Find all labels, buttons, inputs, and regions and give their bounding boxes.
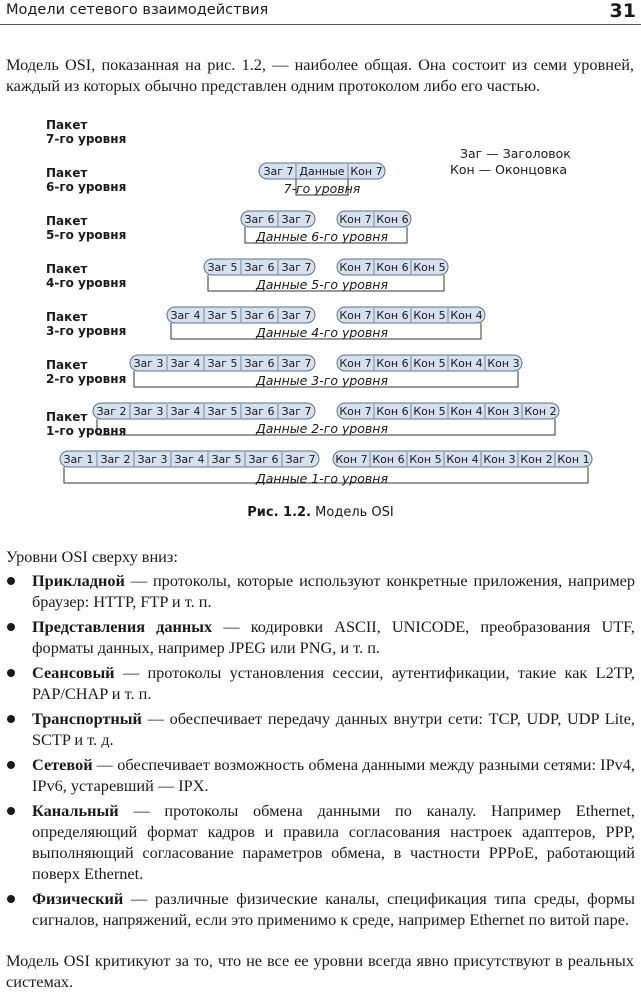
osi-diagram: [0, 118, 641, 500]
header-cell: Заг 7: [281, 357, 312, 370]
trailer-cell: Кон 5: [413, 309, 446, 322]
header-cell: Заг 4: [174, 453, 205, 466]
data-label: Данные 2-го уровня: [256, 421, 388, 436]
trailer-cell: Кон 4: [446, 453, 479, 466]
bullet-icon: [7, 895, 15, 903]
level-label: Пакет: [46, 166, 88, 180]
level-label: 1-го уровня: [46, 424, 127, 438]
trailer-cell: Кон 5: [413, 405, 446, 418]
trailer-cell: Кон 2: [520, 453, 553, 466]
header-cell: Заг 5: [207, 405, 238, 418]
header-cell: Заг 3: [133, 405, 164, 418]
list-item-text: — обеспечивает возможность обмена данными между разными сетями: IPv4, IPv6, устаревший — IPX.: [32, 755, 635, 795]
page-number: 31: [609, 0, 636, 22]
caption-number: Рис. 1.2.: [247, 505, 312, 520]
level-label: Пакет: [46, 310, 88, 324]
list-item-term: Прикладной: [32, 571, 125, 590]
trailer-cell: Кон 1: [557, 453, 590, 466]
list-item-term: Транспортный: [32, 709, 142, 728]
list-item-term: Представления данных: [32, 617, 213, 636]
trailer-cell: Кон 6: [376, 213, 409, 226]
list-item: [0, 662, 641, 704]
header-cell: Заг 2: [96, 405, 127, 418]
list-item-text: — различные физические каналы, спецификация типа среды, формы сигналов, напряжений, если это применимо к среде, например Ethernet по витой паре.: [32, 889, 635, 929]
header-cell: Заг 5: [207, 309, 238, 322]
level-label: Пакет: [46, 118, 88, 132]
header-cell: Заг 6: [244, 261, 275, 274]
list-heading: Уровни OSI сверху вниз:: [6, 547, 178, 566]
header-cell: Заг 5: [211, 453, 242, 466]
trailer-cell: Кон 7: [339, 213, 372, 226]
bullet-icon: [7, 669, 15, 677]
header-cell: Заг 3: [133, 357, 164, 370]
trailer-cell: Кон 6: [372, 453, 405, 466]
header-cell: Заг 6: [244, 309, 275, 322]
header-cell: Заг 5: [207, 357, 238, 370]
trailer-cell: Кон 6: [376, 261, 409, 274]
caption-text: Модель OSI: [311, 505, 394, 520]
trailer-cell: Кон 5: [413, 261, 446, 274]
list-item: [0, 888, 641, 930]
trailer-cell: Кон 3: [487, 405, 520, 418]
header-rule: [0, 24, 641, 25]
trailer-cell: Кон 7: [335, 453, 368, 466]
header-cell: Заг 6: [244, 405, 275, 418]
payload-cell: Данные: [299, 165, 345, 178]
level-label: 7-го уровня: [46, 132, 127, 146]
trailer-cell: Кон 3: [483, 453, 516, 466]
list-item: [0, 754, 641, 796]
header-cell: Заг 6: [244, 357, 275, 370]
list-item-text: — обеспечивает передачу данных внутри сети: TCP, UDP, UDP Lite, SCTP и т. д.: [32, 709, 635, 749]
level-label: 4-го уровня: [46, 276, 127, 290]
list-item-term: Сетевой: [32, 755, 93, 774]
header-cell: Заг 7: [281, 213, 312, 226]
list-item-text: — протоколы, которые используют конкретные приложения, например браузер: HTTP, FTP и т. п.: [32, 571, 635, 611]
trailer-cell: Кон 6: [376, 357, 409, 370]
osi-levels-list: [0, 570, 641, 934]
list-item: [0, 570, 641, 612]
trailer-cell: Кон 7: [339, 261, 372, 274]
trailer-cell: Кон 3: [487, 357, 520, 370]
level-label: 3-го уровня: [46, 324, 127, 338]
trailer-cell: Кон 6: [376, 405, 409, 418]
trailer-cell: Кон 2: [524, 405, 557, 418]
list-item: [0, 708, 641, 750]
header-cell: Заг 2: [100, 453, 131, 466]
level-label: 5-го уровня: [46, 228, 127, 242]
bullet-icon: [7, 807, 15, 815]
closing-paragraph: Модель OSI критикуют за то, что не все ее уровни всегда явно присутствуют в реальных системах.: [6, 951, 634, 991]
data-label: Данные 6-го уровня: [256, 229, 388, 244]
header-cell: Заг 4: [170, 405, 201, 418]
trailer-cell: Кон 4: [450, 309, 483, 322]
data-label: Данные 3-го уровня: [256, 373, 388, 388]
data-label: Данные 4-го уровня: [256, 325, 388, 340]
bullet-icon: [7, 577, 15, 585]
header-cell: Заг 6: [244, 213, 275, 226]
level-label: Пакет: [46, 262, 88, 276]
header-cell: Заг 7: [281, 405, 312, 418]
list-item-text: — протоколы обмена данными по каналу. Например Ethernet, определяющий формат кадров и правила согласования настроек адаптеров, PPP, выполняющий согласование параметров обмена, в частности PPPoE, работающий поверх Ethernet.: [32, 801, 635, 883]
list-item-term: Канальный: [32, 801, 119, 820]
level-label: 6-го уровня: [46, 180, 127, 194]
trailer-cell: Кон 4: [450, 405, 483, 418]
header-cell: Заг 7: [285, 453, 316, 466]
header-cell: Заг 5: [207, 261, 238, 274]
header-cell: Заг 7: [281, 261, 312, 274]
header-cell: Заг 1: [63, 453, 94, 466]
bullet-icon: [7, 761, 15, 769]
level-label: Пакет: [46, 214, 88, 228]
trailer-cell: Кон 7: [339, 405, 372, 418]
header-cell: Заг 3: [137, 453, 168, 466]
legend-trailer: Кон — Оконцовка: [450, 162, 568, 177]
level-label: 2-го уровня: [46, 372, 127, 386]
list-item-term: Физический: [32, 889, 124, 908]
data-label: Данные 5-го уровня: [256, 277, 388, 292]
trailer-cell: Кон 7: [350, 165, 383, 178]
header-cell: Заг 6: [248, 453, 279, 466]
header-cell: Заг 7: [263, 165, 294, 178]
bullet-icon: [7, 623, 15, 631]
trailer-cell: Кон 5: [413, 357, 446, 370]
trailer-cell: Кон 5: [409, 453, 442, 466]
chapter-title: Модели сетевого взаимодействия: [6, 2, 269, 18]
trailer-cell: Кон 7: [339, 357, 372, 370]
running-header: [6, 0, 636, 24]
header-cell: Заг 4: [170, 309, 201, 322]
list-item-term: Сеансовый: [32, 663, 115, 682]
intro-paragraph: Модель OSI, показанная на рис. 1.2, — наиболее общая. Она состоит из семи уровней, каждый из которых обычно представлен одним протоколом либо его частью.: [6, 55, 634, 95]
legend-header: Заг — Заголовок: [460, 146, 571, 161]
trailer-cell: Кон 7: [339, 309, 372, 322]
data-label: Данные 1-го уровня: [256, 471, 388, 486]
level-label: Пакет: [46, 358, 88, 372]
trailer-cell: Кон 6: [376, 309, 409, 322]
data-label: 7-го уровня: [283, 181, 361, 196]
list-item: [0, 800, 641, 884]
list-item: [0, 616, 641, 658]
level-label: Пакет: [46, 410, 88, 424]
header-cell: Заг 4: [170, 357, 201, 370]
trailer-cell: Кон 4: [450, 357, 483, 370]
list-item-text: — кодировки ASCII, UNICODE, преобразования UTF, форматы данных, например JPEG или PNG, и т. п.: [32, 617, 635, 657]
header-cell: Заг 7: [281, 309, 312, 322]
list-item-text: — протоколы установления сессии, аутентификации, такие как L2TP, PAP/CHAP и т. п.: [32, 663, 635, 703]
bullet-icon: [7, 715, 15, 723]
figure-caption: [0, 505, 641, 520]
